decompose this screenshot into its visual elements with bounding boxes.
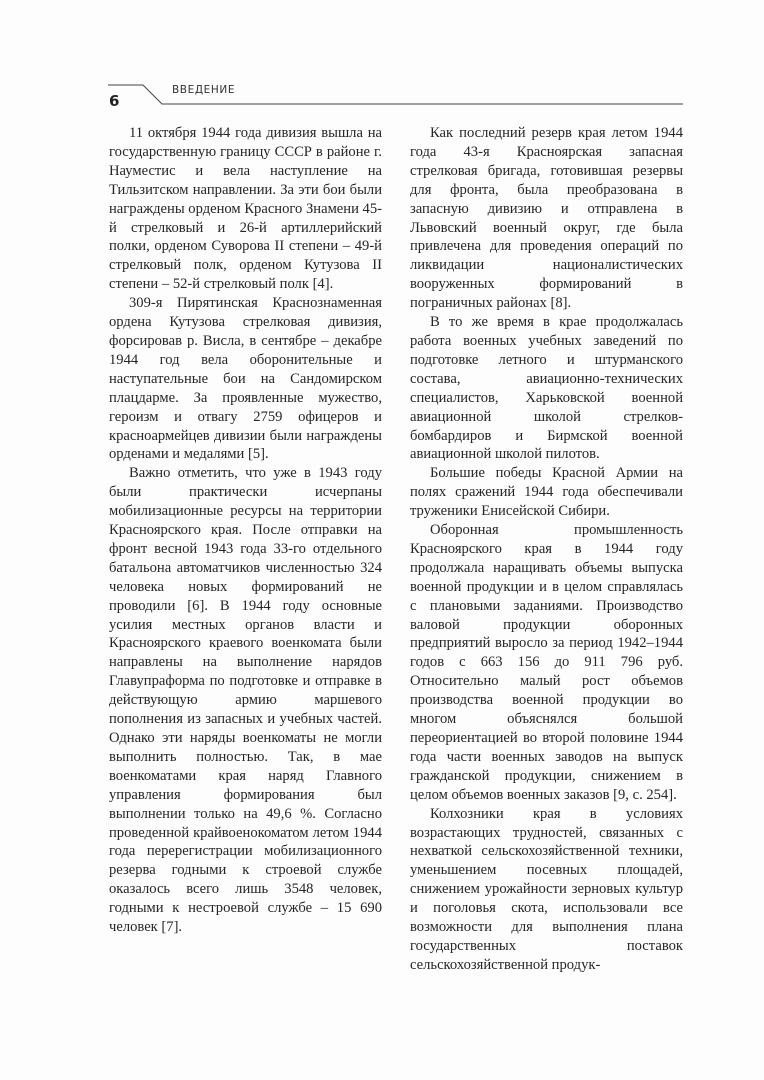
left-text-column <box>109 124 382 937</box>
page-number: 6 <box>109 92 120 110</box>
paragraph: 309-я Пирятинская Краснознаменная ордена Кутузова стрелковая дивизия, форсировав р. Висла, в сентябре – декабре 1944 год вела оборонительные и наступательные бои на Сандомирском плацдарме. За проявленные мужество, героизм и отвагу 2759 офицеров и красноармейцев дивизии были награждены орденами и медалями [5]. <box>109 295 382 463</box>
paragraph: Оборонная промышленность Красноярского края в 1944 году продолжала наращивать объемы выпуска военной продукции и в целом справлялась с плановыми заданиями. Производство валовой продукции оборонных предприятий выросло за период 1942–1944 годов с 663 156 до 911 796 руб. Относительно малый рост объемов производства военной продукции во многом объяснялся большой переориентацией во второй половине 1944 года части военных заводов на выпуск гражданской продукции, снижением в целом объемов военных заказов [9, с. 254]. <box>410 522 683 803</box>
paragraph: Важно отметить, что уже в 1943 году были практически исчерпаны мобилизационные ресурсы на территории Красноярского края. После отправки на фронт весной 1943 года 33-го отдельного батальона автоматчиков численностью 324 человека новых формирований не проводили [6]. В 1944 году основные усилия местных органов власти и Красноярского краевого военкомата были направлены на выполнение нарядов Главупраформа по подготовке и отправке в действующую армию маршевого пополнения из запасных и учебных частей. Однако эти наряды военкоматы не могли выполнить полностью. Так, в мае военкоматами края наряд Главного управления формирования был выполнении только на 49,6 %. Согласно проведенной крайвоенокоматом летом 1944 года перерегистрации мобилизационного резерва годными к строевой службе оказалось всего лишь 3548 человек, годными к нестроевой службе – 15 690 человек [7]. <box>109 465 382 936</box>
running-head-section-title: ВВЕДЕНИЕ <box>172 84 236 96</box>
paragraph: 11 октября 1944 года дивизия вышла на государственную границу СССР в районе г. Науместис и вела наступление на Тильзитском направлении. За эти бои были награждены орденом Красного Знамени 45-й стрелковый и 26-й артиллерийский полки, орденом Суворова II степени – 49-й стрелковый полк, орденом Кутузова II степени – 52-й стрелковый полк [4]. <box>109 125 383 293</box>
paragraph: Как последний резерв края летом 1944 года 43-я Красноярская запасная стрелковая бригада, готовившая резервы для фронта, была преобразована в запасную дивизию и отправлена в Львовский военный округ, где была привлечена для проведения операций по ликвидации националистических вооруженных формирований в пограничных районах [8]. <box>410 125 683 312</box>
paragraph: Большие победы Красной Армии на полях сражений 1944 года обеспечивали труженики Енисейской Сибири. <box>410 465 683 520</box>
paragraph: Колхозники края в условиях возрастающих трудностей, связанных с нехваткой сельскохозяйственной техники, уменьшением посевных площадей, снижением урожайности зерновых культур и поголовья скота, использовали все возможности для выполнения плана государственных поставок сельскохозяйственной продук- <box>410 805 683 973</box>
right-text-column <box>410 124 683 975</box>
paragraph: В то же время в крае продолжалась работа военных учебных заведений по подготовке летного и штурманского состава, авиационно-технических специалистов, Харьковской военной авиационной школой стрелков-бомбардиров и Бирмской военной авиационной школой пилотов. <box>410 314 683 463</box>
